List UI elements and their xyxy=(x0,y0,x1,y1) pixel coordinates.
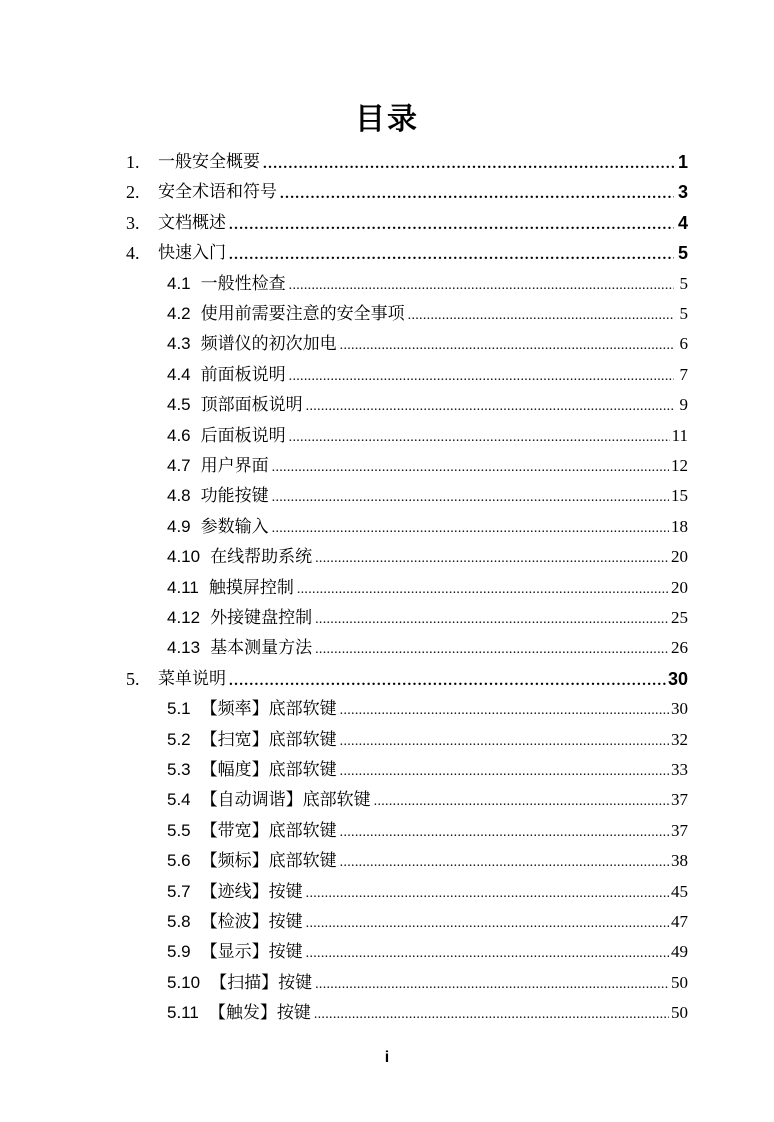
toc-leader-dots xyxy=(272,488,669,508)
toc-entry-number: 5.6 xyxy=(167,851,191,871)
toc-entry[interactable] xyxy=(126,241,688,265)
toc-entry[interactable] xyxy=(126,150,688,174)
toc-entry-title: 一般安全概要 xyxy=(158,152,260,172)
toc-entry[interactable] xyxy=(167,788,688,812)
toc-entry-title: 在线帮助系统 xyxy=(210,547,313,568)
toc-leader-dots xyxy=(315,610,669,630)
toc-entry-page: 5 xyxy=(677,243,688,264)
toc-entry-number: 5.4 xyxy=(167,790,191,810)
toc-entry-title: 用户界面 xyxy=(200,456,269,476)
toc-entry-number: 4.7 xyxy=(167,456,191,475)
toc-entry[interactable] xyxy=(167,454,688,478)
toc-entry-title: 【频率】底部软键 xyxy=(200,699,337,720)
toc-entry-number: 4.3 xyxy=(167,334,191,354)
toc-leader-dots xyxy=(315,549,669,569)
toc-leader-dots xyxy=(340,823,669,843)
toc-entry[interactable] xyxy=(126,180,688,204)
page-number: i xyxy=(384,1049,390,1066)
toc-entry-number: 5.1 xyxy=(167,699,191,719)
toc-entry-page: 32 xyxy=(671,729,688,749)
toc-leader-dots xyxy=(408,306,674,326)
toc-entry[interactable] xyxy=(167,758,688,782)
toc-entry-number: 4.1 xyxy=(167,273,191,293)
toc-entry-number: 4.5 xyxy=(167,395,191,415)
toc-leader-dots xyxy=(263,154,674,174)
toc-entry-title: 功能按键 xyxy=(200,486,269,507)
toc-leader-dots xyxy=(315,975,669,995)
toc-entry-page: 5 xyxy=(679,273,688,293)
toc-entry-title: 安全术语和符号 xyxy=(158,182,277,203)
toc-leader-dots xyxy=(340,732,669,752)
toc-entry-page: 45 xyxy=(671,881,688,901)
toc-entry-page: 18 xyxy=(671,516,688,536)
toc-leader-dots xyxy=(340,853,669,873)
toc-entry-number: 5.11 xyxy=(167,1003,199,1023)
toc-entry[interactable] xyxy=(167,272,688,296)
toc-entry-title: 一般性检查 xyxy=(200,273,286,294)
toc-entry[interactable] xyxy=(167,697,688,721)
toc-entry-number: 5.9 xyxy=(167,942,191,962)
toc-entry-page: 4 xyxy=(677,212,688,233)
toc-leader-dots xyxy=(289,367,674,387)
toc-leader-dots xyxy=(229,671,666,691)
toc-entry-page: 5 xyxy=(679,304,688,323)
toc-entry-title: 【显示】按键 xyxy=(200,942,303,963)
toc-entry-page: 12 xyxy=(671,456,688,475)
toc-entry-number: 5.5 xyxy=(167,820,191,840)
toc-entry-page: 26 xyxy=(671,638,688,658)
toc-entry-title: 顶部面板说明 xyxy=(200,395,303,416)
toc-entry-number: 5.2 xyxy=(167,729,191,749)
toc-entry-page: 11 xyxy=(671,425,688,445)
toc-leader-dots xyxy=(374,792,669,812)
toc-leader-dots xyxy=(272,519,669,539)
toc-entry-page: 20 xyxy=(671,547,688,567)
toc-entry-number: 5.7 xyxy=(167,881,191,901)
toc-entry[interactable] xyxy=(167,393,688,417)
toc-entry[interactable] xyxy=(126,211,688,235)
toc-entry-title: 【幅度】底部软键 xyxy=(200,760,337,780)
toc-entry[interactable] xyxy=(167,1001,688,1025)
toc-leader-dots xyxy=(340,762,669,782)
toc-entry-number: 2. xyxy=(126,182,140,203)
toc-entry[interactable] xyxy=(167,545,688,569)
toc-entry-title: 【带宽】底部软键 xyxy=(200,820,337,841)
toc-entry[interactable] xyxy=(167,606,688,630)
toc-entry-page: 50 xyxy=(671,1003,688,1023)
toc-entry[interactable] xyxy=(167,880,688,904)
toc-entry[interactable] xyxy=(167,424,688,448)
toc-entry[interactable] xyxy=(167,576,688,600)
toc-entry-number: 5.8 xyxy=(167,912,191,931)
toc-leader-dots xyxy=(297,580,669,600)
toc-entry-page: 3 xyxy=(677,182,688,203)
toc-entry-number: 5. xyxy=(126,668,140,689)
toc-entry-page: 15 xyxy=(671,486,688,506)
toc-entry-page: 9 xyxy=(679,395,688,415)
toc-leader-dots xyxy=(340,701,669,721)
toc-entry-page: 20 xyxy=(671,577,688,597)
toc-entry-number: 4.10 xyxy=(167,547,201,567)
toc-entry-title: 触摸屏控制 xyxy=(208,577,294,598)
toc-entry[interactable] xyxy=(167,332,688,356)
toc-leader-dots xyxy=(306,884,669,904)
toc-entry[interactable] xyxy=(167,484,688,508)
toc-entry-title: 【扫描】按键 xyxy=(210,972,313,993)
toc-entry-page: 50 xyxy=(671,972,688,992)
toc-entry-title: 【扫宽】底部软键 xyxy=(200,729,337,750)
toc-entry-number: 4. xyxy=(126,243,140,264)
toc-entry-title: 快速入门 xyxy=(158,243,226,264)
toc-entry-title: 频谱仪的初次加电 xyxy=(200,334,337,355)
toc-entry-number: 4.8 xyxy=(167,486,191,506)
toc-entry-number: 3. xyxy=(126,212,140,233)
toc-entry-number: 4.9 xyxy=(167,516,191,536)
toc-entry-page: 37 xyxy=(671,790,688,810)
toc-entry-title: 菜单说明 xyxy=(158,668,226,689)
toc-entry[interactable] xyxy=(167,363,688,387)
toc-entry-number: 1. xyxy=(126,152,140,172)
toc-entry-number: 4.13 xyxy=(167,638,201,658)
toc-entry-number: 4.6 xyxy=(167,425,191,445)
toc-leader-dots xyxy=(289,276,674,296)
toc-entry-title: 【触发】按键 xyxy=(208,1003,311,1024)
toc-entry-page: 33 xyxy=(671,760,688,779)
toc-entry-page: 1 xyxy=(677,152,688,172)
page-title: 目录 xyxy=(355,102,419,137)
toc-entry-number: 4.11 xyxy=(167,577,199,597)
toc-leader-dots xyxy=(229,245,674,265)
toc-entry[interactable] xyxy=(167,940,688,964)
toc-entry-page: 30 xyxy=(667,668,688,689)
toc-entry-title: 【频标】底部软键 xyxy=(200,851,337,872)
toc-entry[interactable] xyxy=(167,636,688,660)
toc-entry-title: 使用前需要注意的安全事项 xyxy=(200,304,405,324)
toc-entry-title: 【检波】按键 xyxy=(200,912,303,932)
toc-entry-number: 4.2 xyxy=(167,304,191,323)
toc-leader-dots xyxy=(289,428,670,448)
toc-entry-title: 【自动调谐】底部软键 xyxy=(200,790,371,811)
toc-entry-title: 前面板说明 xyxy=(200,364,286,385)
toc-leader-dots xyxy=(306,397,674,417)
toc-leader-dots xyxy=(272,458,669,478)
toc-entry-number: 5.3 xyxy=(167,760,191,779)
toc-entry-title: 基本测量方法 xyxy=(210,638,313,659)
toc-entry[interactable] xyxy=(167,302,688,326)
toc-entry-title: 文档概述 xyxy=(158,212,226,233)
toc-entry[interactable] xyxy=(167,910,688,934)
toc-entry-number: 5.10 xyxy=(167,972,201,992)
toc-entry-page: 37 xyxy=(671,820,688,840)
toc-entry-page: 49 xyxy=(671,942,688,962)
toc-entry-page: 30 xyxy=(671,699,688,719)
toc-entry-number: 4.4 xyxy=(167,364,191,384)
toc-entry-page: 7 xyxy=(679,364,688,384)
toc-leader-dots xyxy=(229,215,674,235)
toc-leader-dots xyxy=(315,640,669,660)
toc-entry-title: 【迹线】按键 xyxy=(200,881,303,902)
toc-leader-dots xyxy=(340,336,674,356)
toc-entry[interactable] xyxy=(167,728,688,752)
toc-entry[interactable] xyxy=(126,667,688,691)
toc-leader-dots xyxy=(306,914,669,934)
toc-entry[interactable] xyxy=(167,515,688,539)
toc-entry-title: 参数输入 xyxy=(200,516,269,537)
toc-entry-title: 外接键盘控制 xyxy=(210,608,313,628)
toc-entry-page: 47 xyxy=(671,912,688,931)
toc-entry-page: 38 xyxy=(671,851,688,871)
toc-leader-dots xyxy=(306,944,669,964)
toc-entry-page: 25 xyxy=(671,608,688,627)
toc-entry[interactable] xyxy=(167,819,688,843)
toc-entry[interactable] xyxy=(167,849,688,873)
toc-leader-dots xyxy=(314,1005,669,1025)
toc-entry-page: 6 xyxy=(679,334,688,354)
toc-leader-dots xyxy=(280,184,674,204)
toc-entry[interactable] xyxy=(167,971,688,995)
toc-entry-title: 后面板说明 xyxy=(200,425,286,446)
toc-entry-number: 4.12 xyxy=(167,608,201,627)
